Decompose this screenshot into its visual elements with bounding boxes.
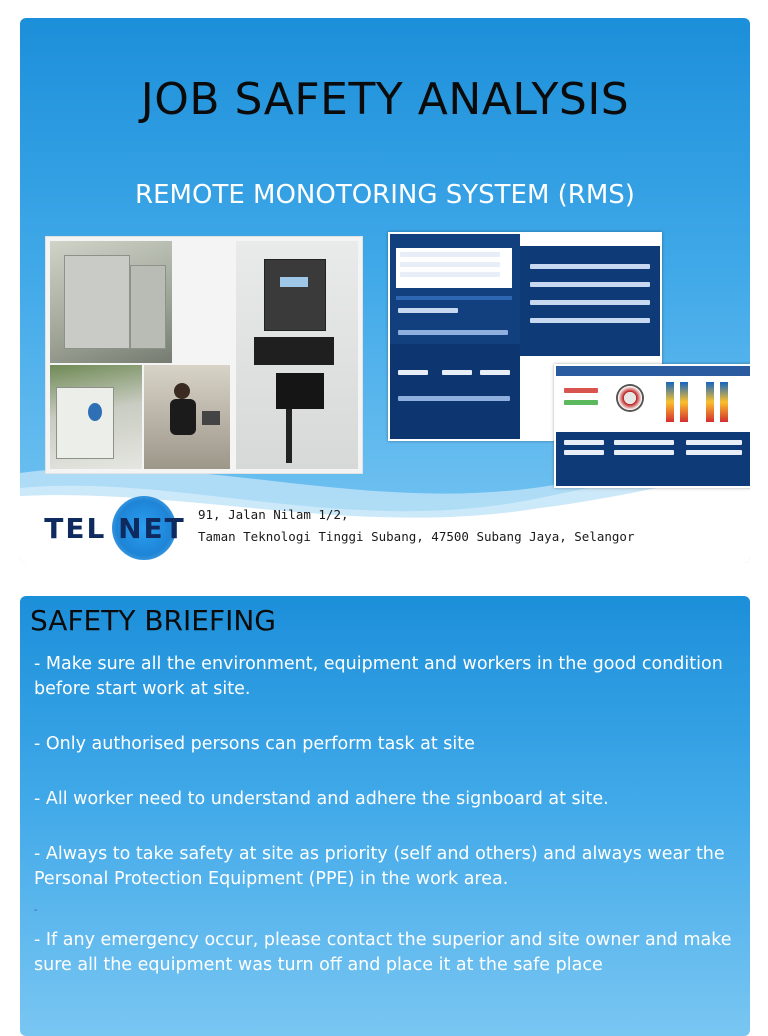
address-line-2: Taman Teknologi Tinggi Subang, 47500 Subang Jaya, Selangor bbox=[198, 529, 635, 544]
logo-text: TEL NET bbox=[44, 511, 186, 545]
briefing-separator: - bbox=[34, 905, 38, 916]
briefing-title: SAFETY BRIEFING bbox=[30, 604, 276, 637]
briefing-point: - All worker need to understand and adhere the signboard at site. bbox=[34, 789, 609, 809]
site-photo-collage bbox=[45, 236, 363, 474]
rms-monitoring-screenshot bbox=[554, 364, 750, 488]
outdoor-cabinet-photo bbox=[50, 365, 142, 469]
telnet-logo bbox=[40, 496, 190, 560]
title-slide bbox=[20, 18, 750, 563]
technician-photo bbox=[144, 365, 230, 469]
cabinet-photo bbox=[50, 241, 172, 363]
briefing-slide bbox=[20, 596, 750, 1036]
briefing-point: - If any emergency occur, please contact the superior and site owner and make sure all the equipment was turn off and place it at the safe place bbox=[34, 930, 732, 975]
rms-unit-photo bbox=[236, 241, 358, 469]
software-screenshots bbox=[388, 232, 666, 484]
briefing-point: - Only authorised persons can perform task at site bbox=[34, 734, 475, 754]
briefing-point: - Always to take safety at site as priority (self and others) and always wear the Personal Protection Equipment (PPE) in the work area. bbox=[34, 844, 725, 889]
company-address bbox=[198, 504, 635, 548]
address-line-1: 91, Jalan Nilam 1/2, bbox=[198, 507, 349, 522]
slide-title: JOB SAFETY ANALYSIS bbox=[140, 74, 630, 125]
briefing-point: - Make sure all the environment, equipment and workers in the good condition before start work at site. bbox=[34, 654, 723, 699]
slide-subtitle: REMOTE MONOTORING SYSTEM (RMS) bbox=[135, 180, 635, 210]
briefing-points bbox=[34, 652, 734, 1008]
